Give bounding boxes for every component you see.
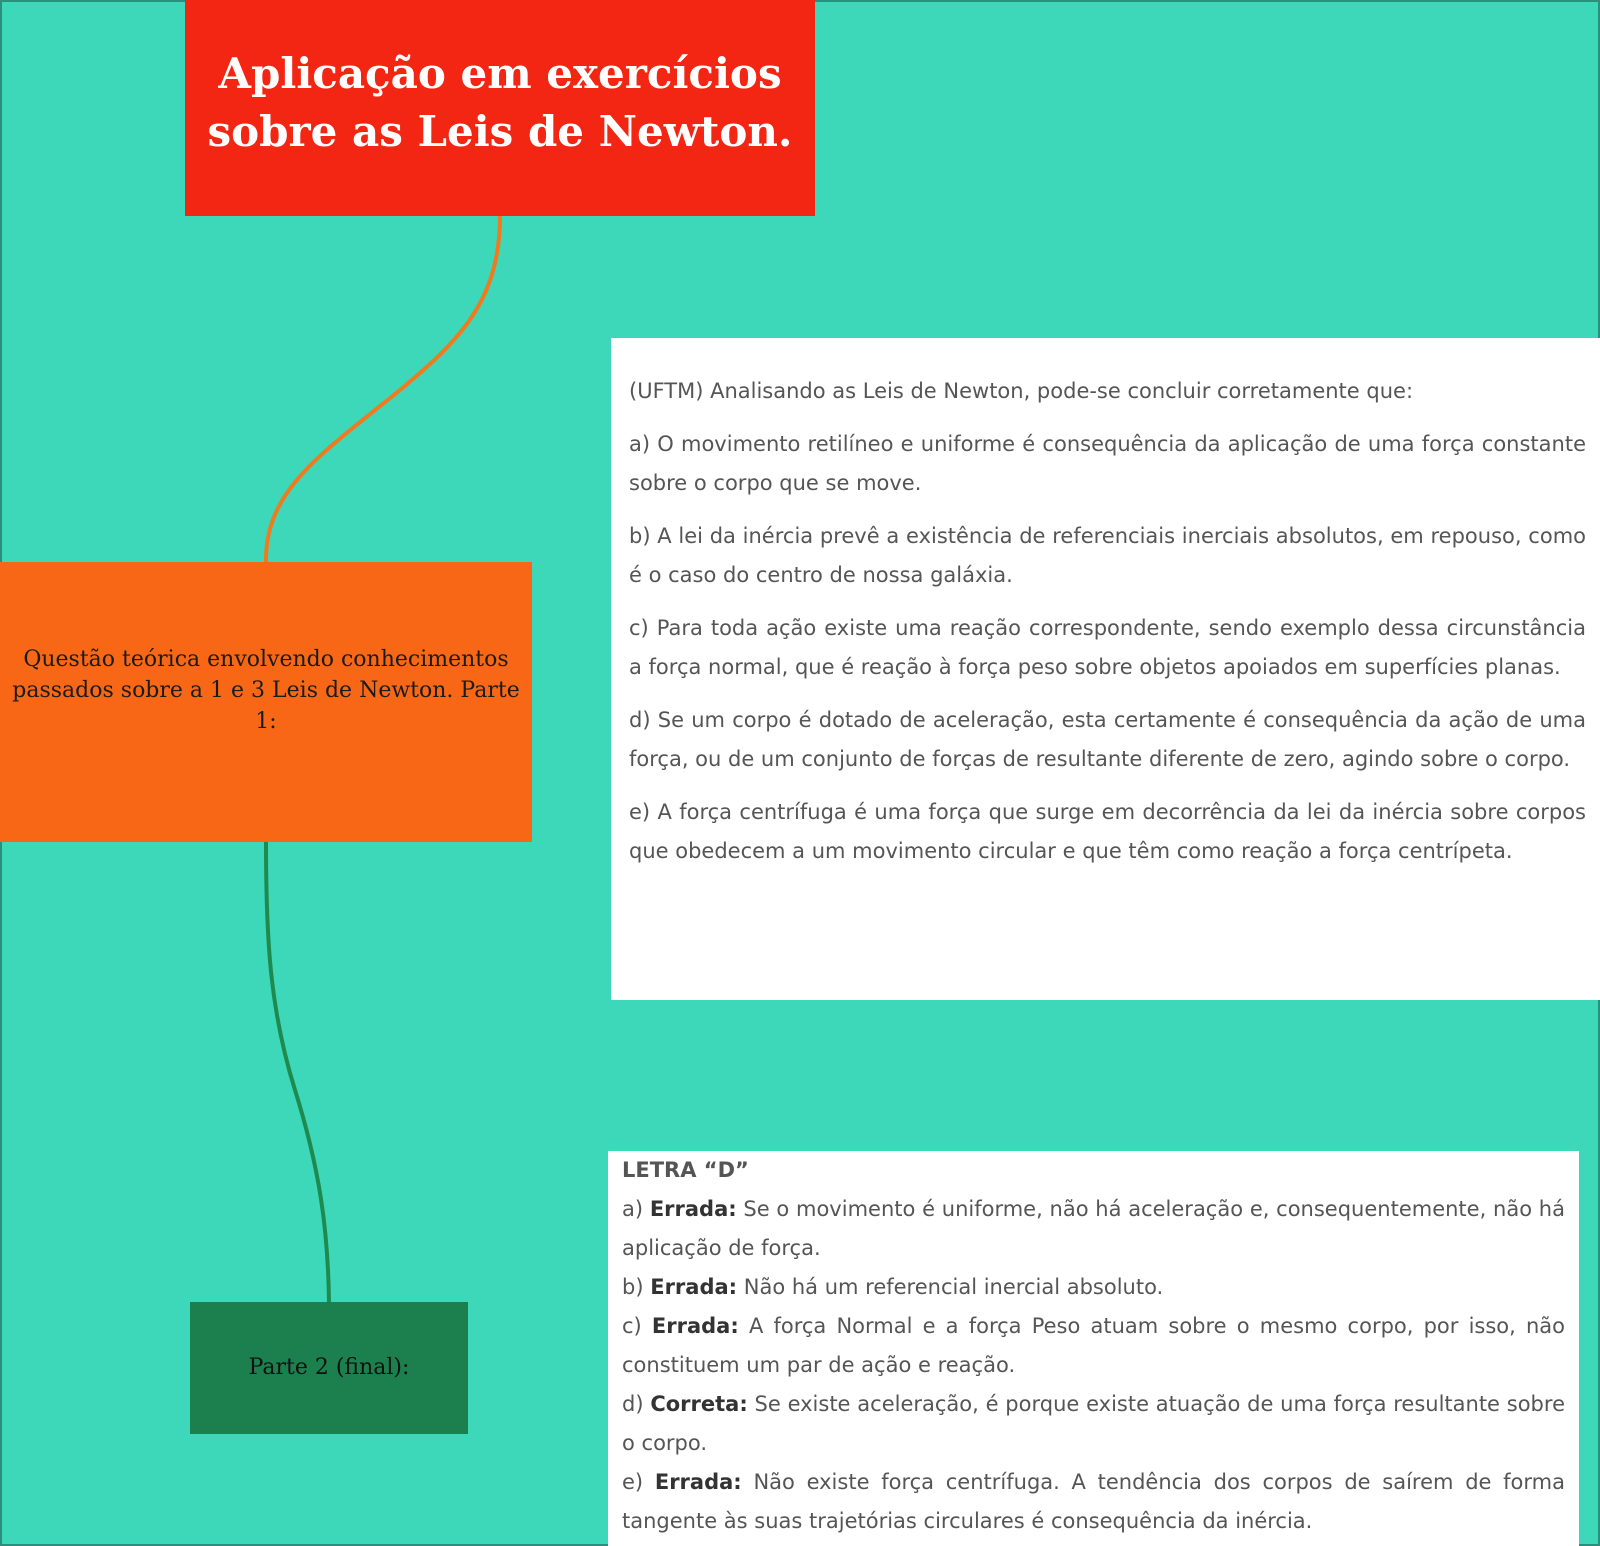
theory-node-text: Questão teórica envolvendo conhecimentos passados sobre a 1 e 3 Leis de Newton. Parte 1: (12, 646, 520, 734)
theory-node[interactable] (0, 562, 532, 842)
connector-title-to-theory (266, 216, 500, 562)
answer-text: Não existe força centrífuga. A tendência dos corpos de saírem de forma tangente às suas trajetórias circulares é consequência da inércia. (622, 1470, 1565, 1533)
answer-verdict: Correta: (650, 1392, 748, 1416)
answer-verdict: Errada: (651, 1314, 739, 1338)
title-node[interactable] (185, 0, 815, 216)
question-option-e: e) A força centrífuga é uma força que surge em decorrência da lei da inércia sobre corpos que obedecem a um movimento circular e que têm como reação a força centrípeta. (629, 800, 1586, 863)
answer-prefix: e) (622, 1470, 644, 1494)
answer-prefix: a) (622, 1197, 644, 1221)
question-stem: (UFTM) Analisando as Leis de Newton, pode-se concluir corretamente que: (629, 379, 1414, 403)
connector-theory-to-part2 (266, 842, 329, 1302)
answer-prefix: d) (622, 1392, 644, 1416)
question-option-c: c) Para toda ação existe uma reação correspondente, sendo exemplo dessa circunstância a força normal, que é reação à força peso sobre objetos apoiados em superfícies planas. (629, 616, 1586, 679)
question-option-d: d) Se um corpo é dotado de aceleração, esta certamente é consequência da ação de uma força, ou de um conjunto de forças de resultante diferente de zero, agindo sobre o corpo. (629, 708, 1586, 771)
answer-image-card (608, 1151, 1579, 1546)
answer-verdict: Errada: (649, 1197, 737, 1221)
answer-text: Se o movimento é uniforme, não há aceleração e, consequentemente, não há aplicação de força. (622, 1197, 1565, 1260)
answer-item-c (622, 1307, 1565, 1385)
question-image-card (611, 338, 1600, 1000)
answer-item-b (622, 1268, 1565, 1307)
answer-prefix: c) (622, 1314, 642, 1338)
title-node-text: Aplicação em exercícios sobre as Leis de Newton. (207, 49, 793, 156)
answer-text: Não há um referencial inercial absoluto. (743, 1275, 1164, 1299)
answer-item-a (622, 1190, 1565, 1268)
question-option-a: a) O movimento retilíneo e uniforme é consequência da aplicação de uma força constante sobre o corpo que se move. (629, 432, 1586, 495)
answer-text: A força Normal e a força Peso atuam sobre o mesmo corpo, por isso, não constituem um par de ação e reação. (622, 1314, 1565, 1377)
question-option-b: b) A lei da inércia prevê a existência de referenciais inerciais absolutos, em repouso, como é o caso do centro de nossa galáxia. (629, 524, 1586, 587)
answer-text: Se existe aceleração, é porque existe atuação de uma força resultante sobre o corpo. (622, 1392, 1565, 1455)
part2-node-text: Parte 2 (final): (248, 1355, 410, 1380)
answer-item-e (622, 1463, 1565, 1541)
answer-item-d (622, 1385, 1565, 1463)
answer-title: LETRA “D” (622, 1158, 749, 1182)
answer-prefix: b) (622, 1275, 644, 1299)
answer-verdict: Errada: (650, 1275, 738, 1299)
part2-node[interactable] (190, 1302, 468, 1434)
answer-verdict: Errada: (654, 1470, 742, 1494)
